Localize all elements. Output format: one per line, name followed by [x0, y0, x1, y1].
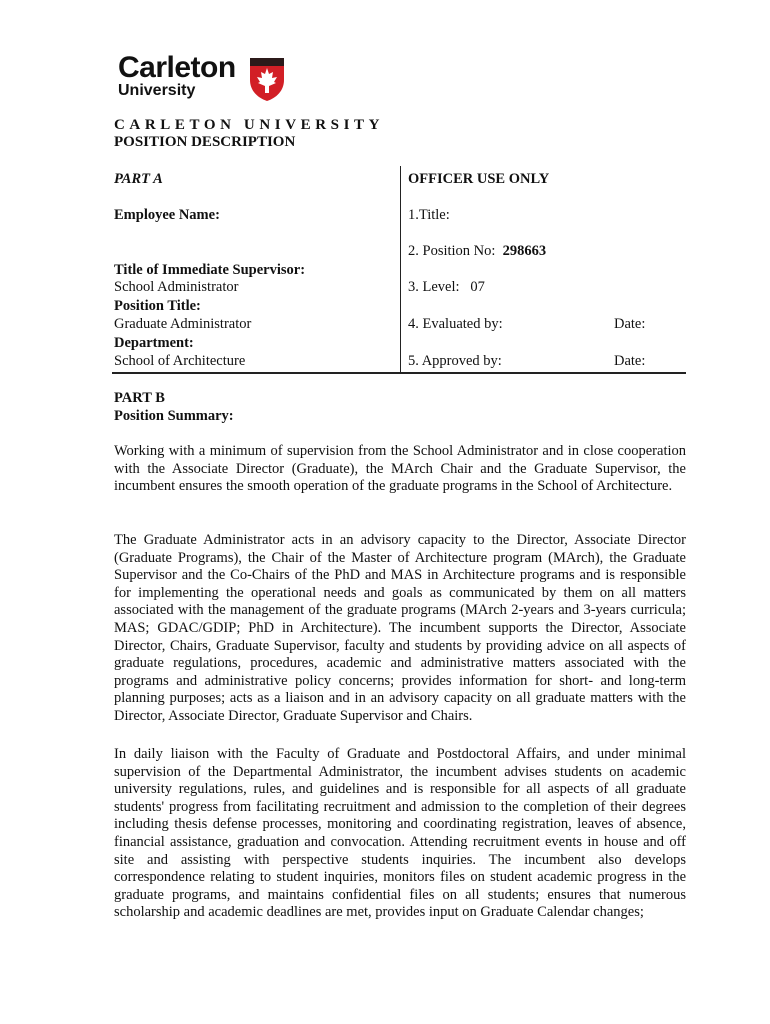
level-field: 3. Level: 07 — [408, 279, 485, 295]
supervisor-title-value: School Administrator — [114, 279, 239, 295]
approved-date-label: Date: — [614, 353, 646, 369]
part-a-label: PART A — [114, 171, 163, 187]
logo-wordmark-carleton: Carleton — [118, 51, 236, 84]
approved-by-label: 5. Approved by: — [408, 353, 502, 369]
carleton-logo — [118, 52, 294, 102]
university-heading: CARLETON UNIVERSITY — [114, 117, 385, 133]
position-title-label: Position Title: — [114, 298, 201, 314]
position-title-value: Graduate Administrator — [114, 316, 252, 332]
employee-name-label: Employee Name: — [114, 207, 220, 223]
logo-wordmark-university: University — [118, 82, 196, 99]
officer-use-label: OFFICER USE ONLY — [408, 171, 550, 187]
part-a-bottom-rule — [112, 372, 686, 374]
document-title: POSITION DESCRIPTION — [114, 134, 296, 150]
column-divider — [400, 166, 401, 372]
part-b-label: PART B — [114, 390, 165, 406]
officer-title-label: 1.Title: — [408, 207, 450, 223]
summary-paragraph: The Graduate Administrator acts in an advisory capacity to the Director, Associate Director (Graduate Programs), the Chair of the Master of Architecture program (MArch), the Graduate Supervisor and the Co-Chairs of the PhD and MAS in Architecture programs and is responsible for implementing the operational needs and goals as communicated by them on all matters associated with the management of the graduate programs (MArch 2-years and 3-years curricula; MAS; GDAC/GDIP; PhD in Architecture). The incumbent supports the Director, Associate Director, Chairs, Graduate Supervisor, faculty and students by providing advice on all aspects of graduate regulations, procedures, academic and administrative matters associated with the programs and administrative policy concerns; provides information for short- and long-term planning purposes; acts as a liaison and in an advisory capacity on all graduate matters with the Director, Associate Director, Graduate Supervisor and Chairs. — [114, 532, 686, 724]
summary-paragraph: In daily liaison with the Faculty of Graduate and Postdoctoral Affairs, and under minimal supervision of the Departmental Administrator, the incumbent advises students on academic university regulations, rules, and guidelines and is responsible for all aspects of all graduate students' progress from facilitating recruitment and admission to the completion of their degrees including thesis defense processes, monitoring and coordinating registration, leaves of absence, financial assistance, graduation and convocation. Attending recruitment events in house and off site and assisting with perspective students inquiries. The incumbent also develops correspondence relating to student inquiries, monitors files on student academic progress in the graduate programs, and maintains confidential files on all students; ensures that numerous scholarship and academic deadlines are met, provides input on Graduate Calendar changes; — [114, 746, 686, 921]
position-number — [408, 242, 546, 260]
department-label: Department: — [114, 335, 194, 351]
supervisor-title-label: Title of Immediate Supervisor: — [114, 262, 306, 278]
maple-leaf-shield-icon — [248, 56, 286, 102]
department-value: School of Architecture — [114, 353, 246, 369]
summary-paragraph: Working with a minimum of supervision from the School Administrator and in close cooperation with the Associate Director (Graduate), the MArch Chair and the Graduate Supervisor, the incumbent ensures the smooth operation of the graduate programs in the School of Architecture. — [114, 443, 686, 495]
position-number-value: 298663 — [502, 243, 547, 259]
position-summary-label: Position Summary: — [114, 408, 234, 424]
evaluated-by-label: 4. Evaluated by: — [408, 316, 503, 332]
position-number-label: 2. Position No: — [408, 243, 496, 259]
evaluated-date-label: Date: — [614, 316, 646, 332]
